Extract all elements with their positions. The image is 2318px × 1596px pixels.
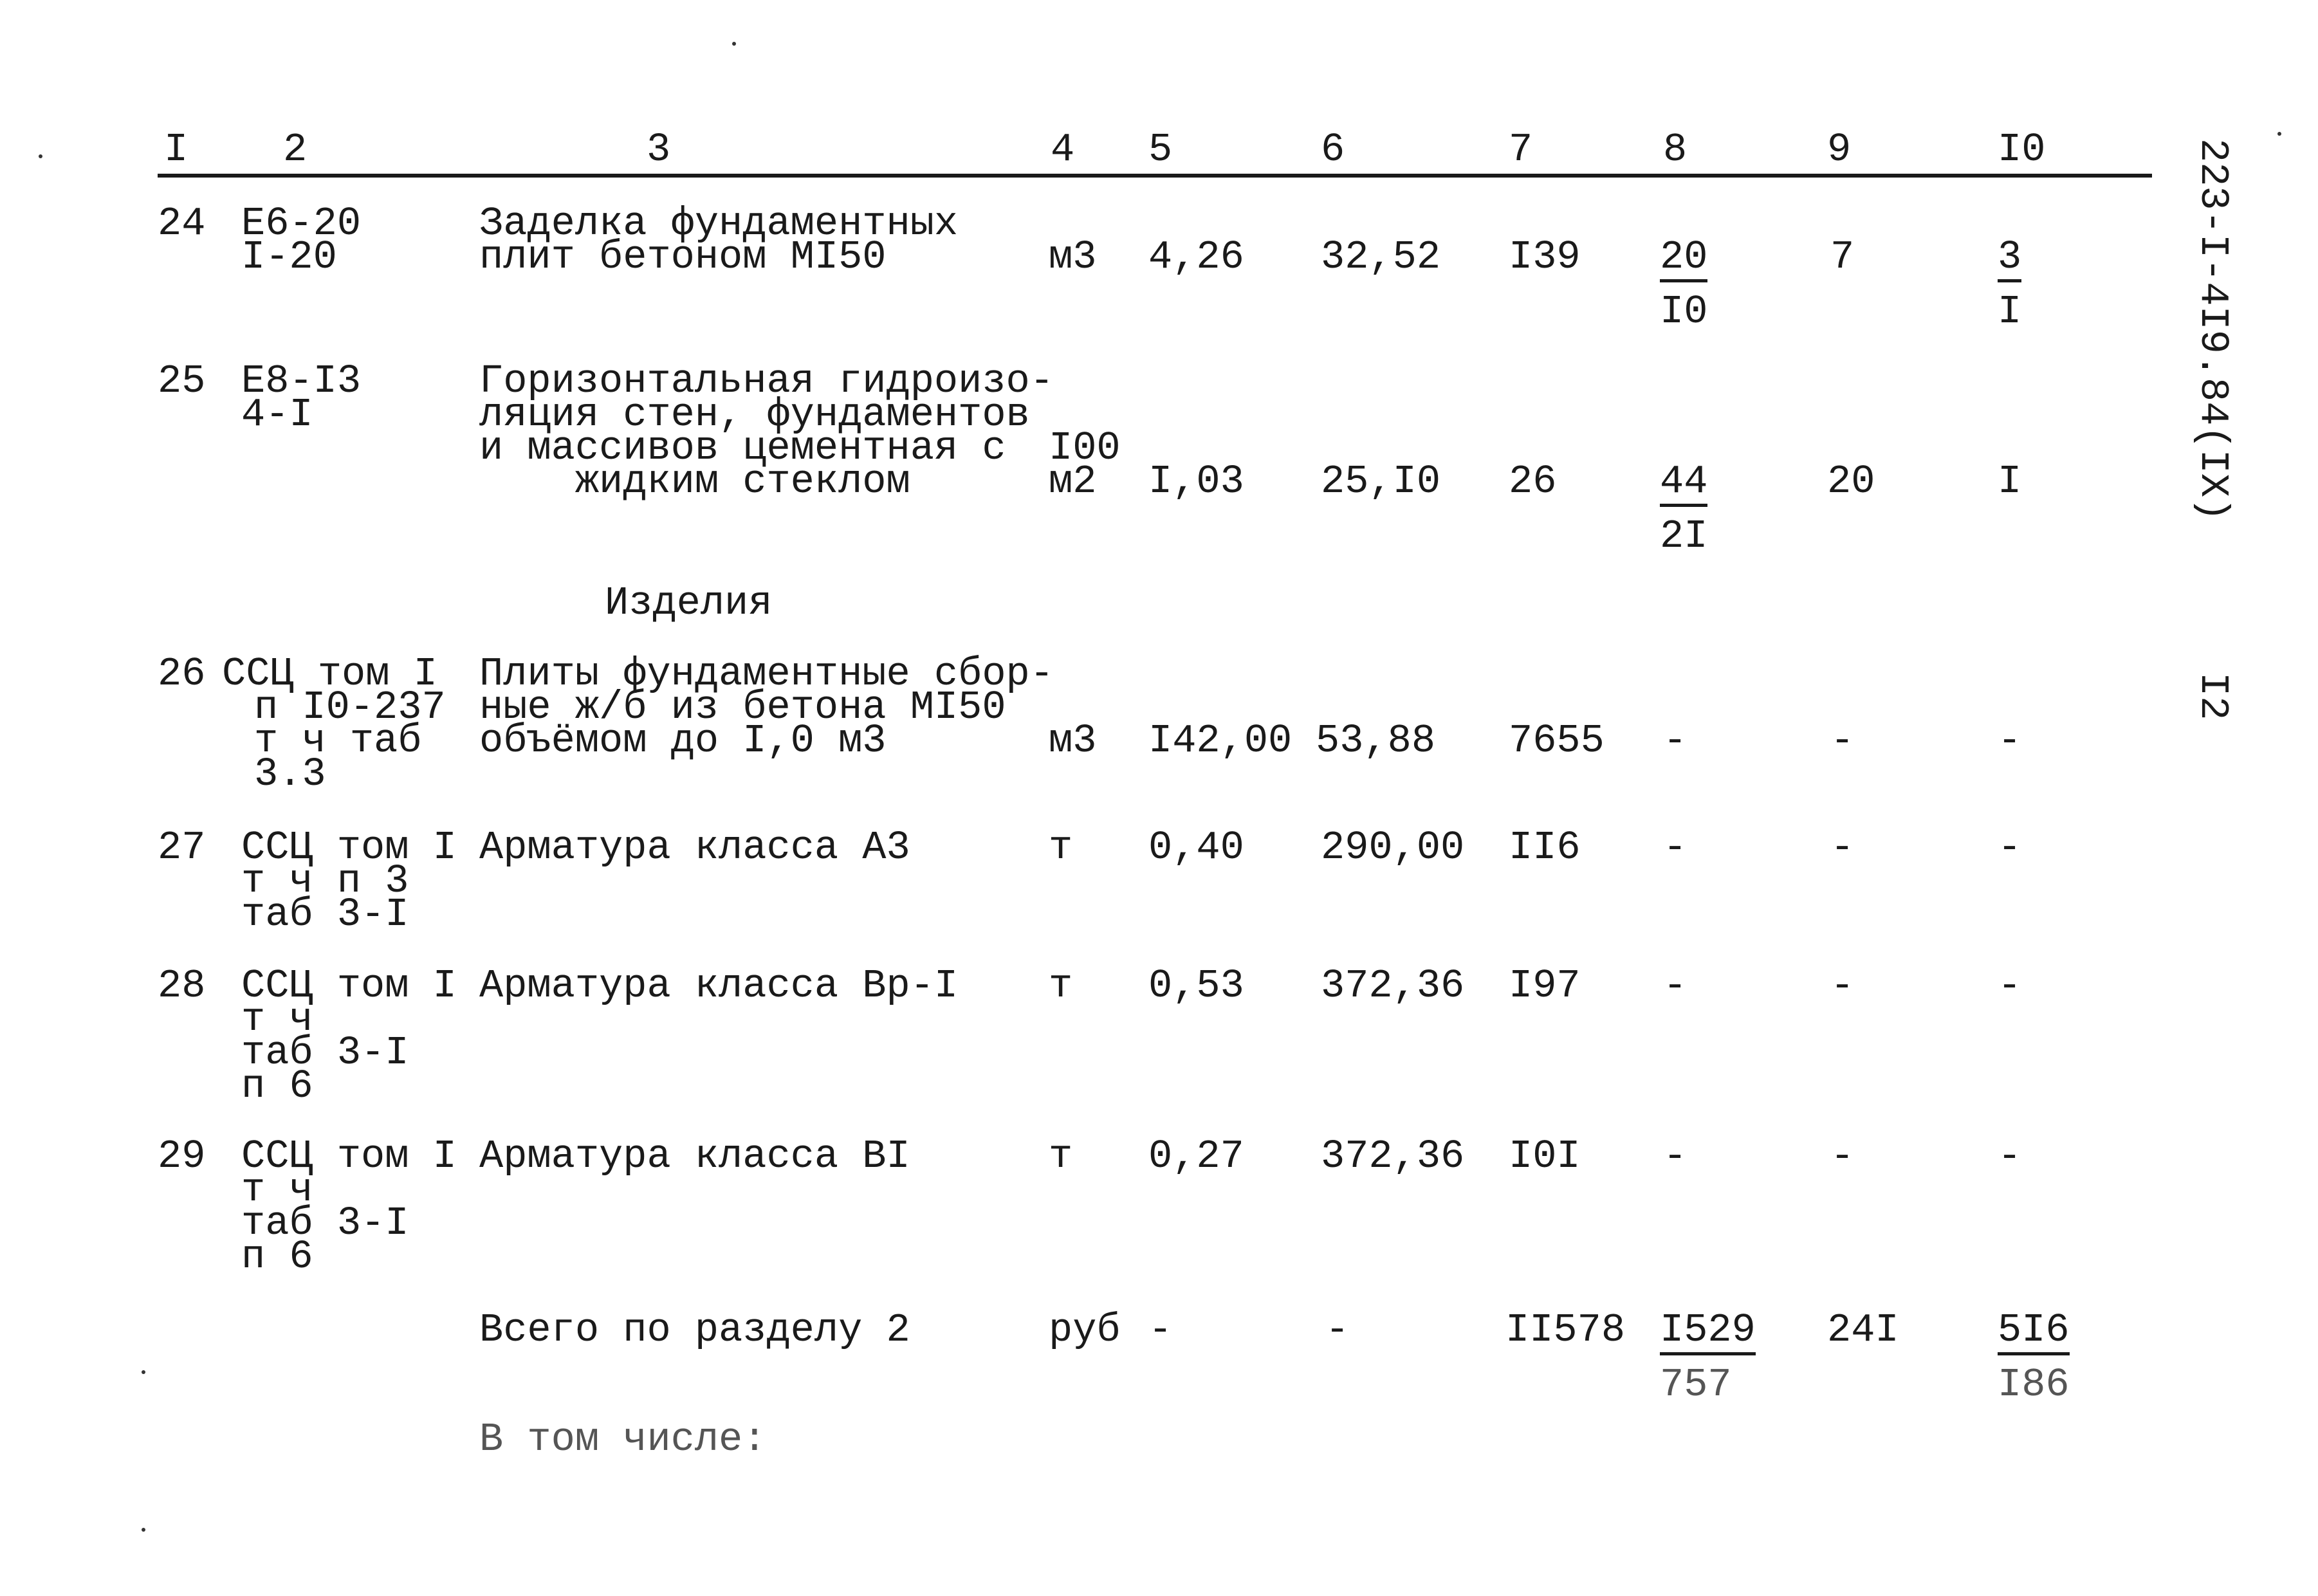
row-col10-fraction [1998,234,2022,335]
row-col10: I [1998,459,2022,504]
row-code-line: таб 3-I [241,1030,409,1076]
row-number: 24 [158,201,206,246]
fraction-numerator: 44 [1660,464,1707,507]
row-total: I97 [1509,963,1581,1009]
row-name-line: Арматура класса ВI [479,1133,910,1179]
fraction-numerator: I529 [1660,1312,1756,1355]
col-header-6: 6 [1321,127,1345,172]
col-header-9: 9 [1827,127,1852,172]
header-rule [158,174,2152,178]
summary-col9: 24I [1827,1307,1899,1353]
row-code-line: п 6 [241,1063,313,1109]
summary-col10-fraction [1998,1307,2070,1408]
row-unit-line: м2 [1049,459,1097,504]
row-code-line: ССЦ том I [241,1133,457,1179]
row-col8-fraction [1660,459,1708,559]
summary-unit: руб [1049,1307,1121,1353]
row-number: 28 [158,963,206,1009]
row-unit-price: 25,I0 [1321,459,1441,504]
col-header-7: 7 [1509,127,1533,172]
row-unit-price: 32,52 [1321,234,1441,280]
row-col10: - [1998,1133,2022,1179]
row-col9: - [1830,963,1855,1009]
row-col8: - [1663,1133,1688,1179]
fraction-numerator: 20 [1660,239,1707,282]
row-col9: - [1830,825,1855,870]
row-name-line: объёмом до I,0 м3 [479,718,887,764]
col-header-5: 5 [1148,127,1173,172]
row-total: I39 [1509,234,1581,280]
row-quantity: 0,40 [1148,825,1244,870]
row-code-line: ССЦ том I [241,963,457,1009]
fraction-denominator: I86 [1998,1362,2070,1408]
row-code-line: Е6-20 [241,201,362,246]
row-unit: т [1049,1133,1073,1179]
row-unit-line: I00 [1049,425,1121,471]
row-col9: 7 [1830,234,1855,280]
row-number: 26 [158,651,206,697]
row-number: 25 [158,358,206,404]
row-col8: - [1663,718,1688,764]
fraction-denominator: I0 [1660,289,1708,335]
row-unit: т [1049,963,1073,1009]
row-name-line: Заделка фундаментных [479,201,959,246]
row-code-line: т ч [241,996,313,1042]
scan-speck [39,154,42,158]
row-code-line: п 6 [241,1234,313,1280]
row-code-line: таб 3-I [241,1200,409,1246]
row-col10: - [1998,963,2022,1009]
row-total: I0I [1509,1133,1581,1179]
row-unit: м3 [1049,718,1097,764]
scan-speck [142,1528,145,1532]
fraction-denominator: I [1998,289,2022,335]
summary-col8-fraction [1660,1307,1756,1408]
row-code-line: т ч п 3 [241,858,409,904]
row-unit: т [1049,825,1073,870]
col-header-2: 2 [283,127,308,172]
document-code: 223-I-4I9.84(IX) [2190,138,2236,522]
row-code-line: таб 3-I [241,892,409,937]
row-number: 29 [158,1133,206,1179]
row-code-line: п I0-237 [254,684,446,730]
fraction-denominator: 757 [1660,1362,1732,1408]
row-code-line: Е8-I3 [241,358,362,404]
row-unit: м3 [1049,234,1097,280]
row-number: 27 [158,825,206,870]
row-col10: - [1998,825,2022,870]
footer-text: В том числе: [479,1417,767,1462]
row-total: 7655 [1509,718,1605,764]
scan-speck [2277,132,2281,136]
summary-label: Всего по разделу 2 [479,1307,910,1353]
fraction-numerator: 3 [1998,239,2021,282]
row-total: II6 [1509,825,1581,870]
row-unit-price: 372,36 [1321,1133,1465,1179]
row-col8: - [1663,963,1688,1009]
row-name-line: ляция стен, фундаментов [479,392,1030,437]
row-name-line: Плиты фундаментные сбор- [479,651,1054,697]
col-header-3: 3 [647,127,671,172]
row-quantity: I42,00 [1148,718,1292,764]
row-name-line: и массивов цементная с [479,425,1006,471]
row-code-line: ССЦ том I [222,651,437,697]
row-col10: - [1998,718,2022,764]
col-header-4: 4 [1051,127,1075,172]
row-code-line: 4-I [241,392,313,437]
row-col9: - [1830,718,1855,764]
section-heading: Изделия [605,580,773,626]
fraction-numerator: 5I6 [1998,1312,2070,1355]
row-quantity: 0,53 [1148,963,1244,1009]
col-header-10: I0 [1998,127,2046,172]
row-code-line: т ч таб [254,718,422,764]
row-code-line: т ч [241,1167,313,1213]
row-col9: - [1830,1133,1855,1179]
row-quantity: 0,27 [1148,1133,1244,1179]
row-total: 26 [1509,459,1557,504]
row-unit-price: 372,36 [1321,963,1465,1009]
scan-speck [732,42,736,46]
row-name-line: ные ж/б из бетона МI50 [479,684,1006,730]
summary-quantity: - [1148,1307,1173,1353]
summary-price: - [1325,1307,1350,1353]
fraction-denominator: 2I [1660,513,1708,559]
row-col9: 20 [1827,459,1875,504]
row-col8-fraction [1660,234,1708,335]
row-code-line: 3.3 [254,751,326,797]
row-code-line: ССЦ том I [241,825,457,870]
row-code-line: I-20 [241,234,337,280]
row-unit-price: 53,88 [1316,718,1436,764]
col-header-1: I [164,127,189,172]
col-header-8: 8 [1663,127,1688,172]
row-name-line: плит бетоном МI50 [479,234,887,280]
row-unit-price: 290,00 [1321,825,1465,870]
page-number: I2 [2190,672,2236,720]
row-name-line: Арматура класса Вр-I [479,963,959,1009]
row-col8: - [1663,825,1688,870]
row-quantity: 4,26 [1148,234,1244,280]
row-name-line: Горизонтальная гидроизо- [479,358,1054,404]
scan-speck [142,1370,145,1374]
row-name-line: Арматура класса А3 [479,825,910,870]
row-name-line: жидким стеклом [479,459,910,504]
summary-total: II578 [1505,1307,1626,1353]
row-quantity: I,03 [1148,459,1244,504]
